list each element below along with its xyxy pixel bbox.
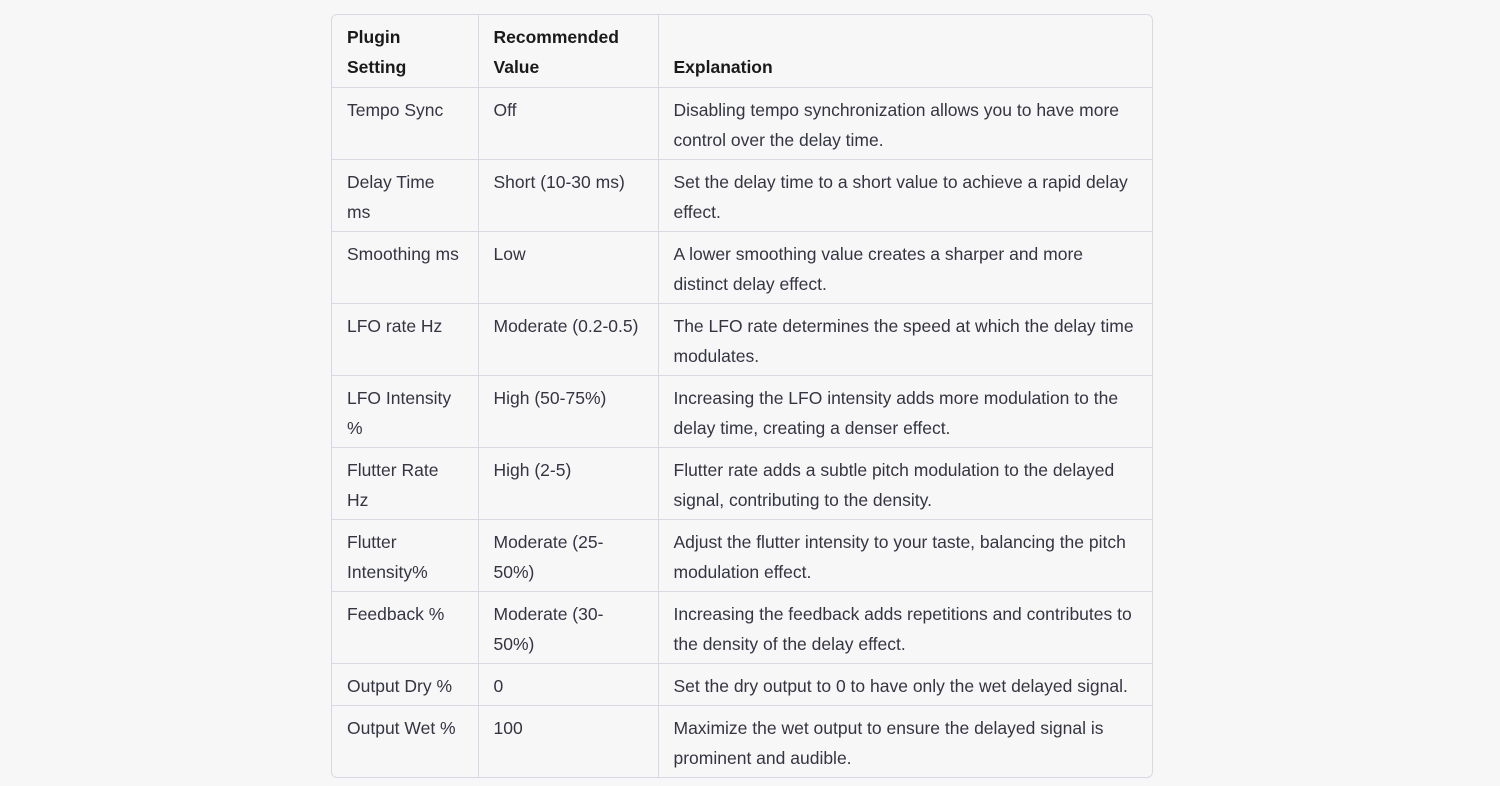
cell-value: Moderate (25-50%): [478, 520, 658, 592]
cell-setting: Smoothing ms: [332, 232, 478, 304]
plugin-settings-table: [332, 15, 1152, 777]
cell-setting: Flutter Intensity%: [332, 520, 478, 592]
cell-value: Low: [478, 232, 658, 304]
table-row: [332, 592, 1152, 664]
cell-explanation: Flutter rate adds a subtle pitch modulation to the delayed signal, contributing to the density.: [658, 448, 1152, 520]
cell-explanation: Disabling tempo synchronization allows you to have more control over the delay time.: [658, 88, 1152, 160]
table-row: [332, 160, 1152, 232]
cell-setting: LFO rate Hz: [332, 304, 478, 376]
cell-explanation: The LFO rate determines the speed at which the delay time modulates.: [658, 304, 1152, 376]
table-row: [332, 520, 1152, 592]
cell-setting: Output Dry %: [332, 664, 478, 706]
cell-explanation: Maximize the wet output to ensure the delayed signal is prominent and audible.: [673, 718, 1104, 768]
cell-setting: Tempo Sync: [332, 88, 478, 160]
cell-setting: Output Wet %: [332, 706, 478, 778]
cell-setting: LFO Intensity %: [332, 376, 478, 448]
cell-setting: Flutter Rate Hz: [332, 448, 478, 520]
table-row: [332, 448, 1152, 520]
cell-value: Short (10-30 ms): [478, 160, 658, 232]
cell-explanation: Increasing the feedback adds repetitions and contributes to the density of the delay effect.: [658, 592, 1152, 664]
cell-setting: Delay Time ms: [332, 160, 478, 232]
cell-explanation: Set the delay time to a short value to achieve a rapid delay effect.: [658, 160, 1152, 232]
cell-value: 100: [478, 706, 658, 778]
cell-explanation: Increasing the LFO intensity adds more modulation to the delay time, creating a denser effect.: [658, 376, 1152, 448]
cell-value: Moderate (0.2-0.5): [478, 304, 658, 376]
table-row: [332, 706, 1152, 778]
cell-value: Off: [478, 88, 658, 160]
table-row: [332, 304, 1152, 376]
cell-setting: Feedback %: [332, 592, 478, 664]
cell-explanation: Set the dry output to 0 to have only the wet delayed signal.: [658, 664, 1152, 706]
table-row: [332, 664, 1152, 706]
header-recommended-value: Recommended Value: [478, 15, 658, 88]
table-row: [332, 376, 1152, 448]
cell-value: High (2-5): [478, 448, 658, 520]
table-row: [332, 88, 1152, 160]
settings-table-container: [331, 14, 1153, 778]
table-header-row: [332, 15, 1152, 88]
cell-value: 0: [478, 664, 658, 706]
cell-explanation: A lower smoothing value creates a sharper and more distinct delay effect.: [658, 232, 1152, 304]
header-explanation: Explanation: [658, 15, 1152, 88]
table-row: [332, 232, 1152, 304]
cell-value: High (50-75%): [478, 376, 658, 448]
cell-explanation: Adjust the flutter intensity to your taste, balancing the pitch modulation effect.: [658, 520, 1152, 592]
cell-value: Moderate (30-50%): [478, 592, 658, 664]
header-plugin-setting: Plugin Setting: [332, 15, 478, 88]
